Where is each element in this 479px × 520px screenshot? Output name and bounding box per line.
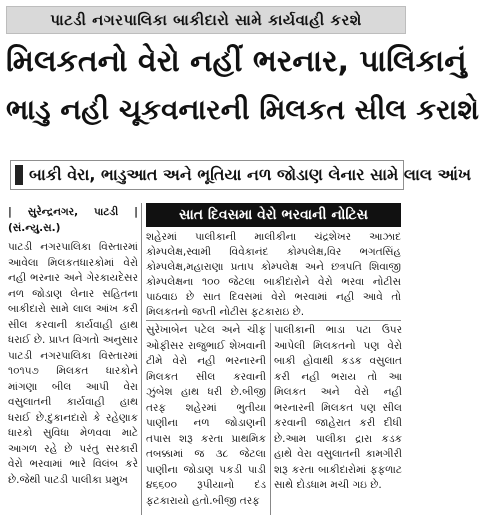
article-column-3: પાલીકાની ભાડા પટા ઉપર આપેલી મિલકતનો પણ વેરો બાકી હોવાથી કડક વસુલાત કરી નહી ભરાય તો આ મિલકત અને વેરો નહી ભરનારની મિલકત પણ સીલ કરવાની જાહેરાત કરી દીધી છે.આમ પાલીકા દ્રારા કડક હાથે વેરા વસુલાતની કામગીરી શરૂ કરતા બાકીદારોમાં ફફળાટ સાથે દોડધામ મચી ગઇ છે. (274, 324, 402, 491)
article-column-2: સુરેખાબેન પટેલ અને ચીફ ઓફીસર રાજુભાઈ શેખવાની ટીમે વેરો નહી ભરનારની મિલકત સીલ કરવાની ઝુંબેશ હાથ ધરી છે.બીજી તરફ શહેરમાં ભુતીયા પાણીના નળ જોડાણની તપાસ શરૂ કરતા પ્રાથમિક તબક્કામાં જ ૩૮ જેટલા પાણીના જોડાણ પકડી પાડી ૪૬૬૦૦ રૂપીયાનો દંડ ફટકારાયો હતો.બીજી તરફ (146, 324, 266, 507)
subheadline: બાકી વેરા, ભાડુઆત અને ભૂતિયા નળ જોડાણ લેનાર સામે લાલ આંખ (10, 160, 404, 190)
notice-box-title: સાત દિવસમા વેરો ભરવાની નોટિસ (146, 203, 401, 227)
main-headline-line-1: મિલકતનો વેરો નહીં ભરનાર, પાલિકાનું (6, 44, 467, 79)
notice-bottom-rule (146, 320, 401, 321)
column-1-text: પાટડી નગરપાલિકા વિસ્તારમાં આવેલા મિલકતધારકોમાં વેરો નહી ભરનાર અને ગેરકાયદેસર નળ જોડાણ લેનાર સહિતના બાકીદારો સામે લાલ આંખ કરી સીલ કરવાની કાર્યવાહી હાથ ધરાઈ છે. પ્રાપ્ત વિગતો અનુસાર પાટડી નગરપાલિકા વિસ્તારમાં ૧૦૧૫૭ મિલકત ધારકોને માંગણા બીલ આપી વેરા વસુલાતની કાર્યવાહી હાથ ધરાઈ છે.દુકાનદારો કે રહેણાક ધારકો સુવિધા મેળવવા માટે આગળ રહે છે પરંતુ સરકારી વેરો ભરવામાં ભારે વિલંબ કરે છે.જેથી પાટડી પાલીકા પ્રમુખ (8, 241, 138, 486)
main-headline-line-2: ભાડુ નહી ચૂકવનારની મિલકત સીલ કરાશે (6, 93, 479, 126)
column-divider (270, 323, 271, 515)
column-divider (141, 203, 142, 515)
notice-box-text: શહેરમાં પાલીકાની માલીકીના ચંદ્રશેખર આઝાદ કોમ્પલેક્ષ,સ્વામી વિવેકાનંદ કોમ્પલેક્ષ,વિર ભગતસિંહ કોમ્પલેક્ષ,મહારાણા પ્રતાપ કોમ્પલેક્ષ અને છત્રપતિ શિવાજી કોમ્પલેક્ષના ૧૦૦ જેટલા બાકીદારોને વેરો ભરવા નોટીસ પાઠવાઇ છે સાત દિવસમાં વેરો ભરવામાં નહી આવે તો મિલકતનો જપ્તી નોટીસ ફટકારાઇ છે. (146, 231, 401, 318)
article-column-1 (8, 205, 138, 515)
kicker-headline: પાટડી નગરપાલિકા બાકીદારો સામે કાર્યવાહી કરશે (6, 6, 406, 34)
byline: | સુરેન્દ્રનગર, પાટડી | (સં.ન્યુ.સ.) (8, 206, 138, 234)
